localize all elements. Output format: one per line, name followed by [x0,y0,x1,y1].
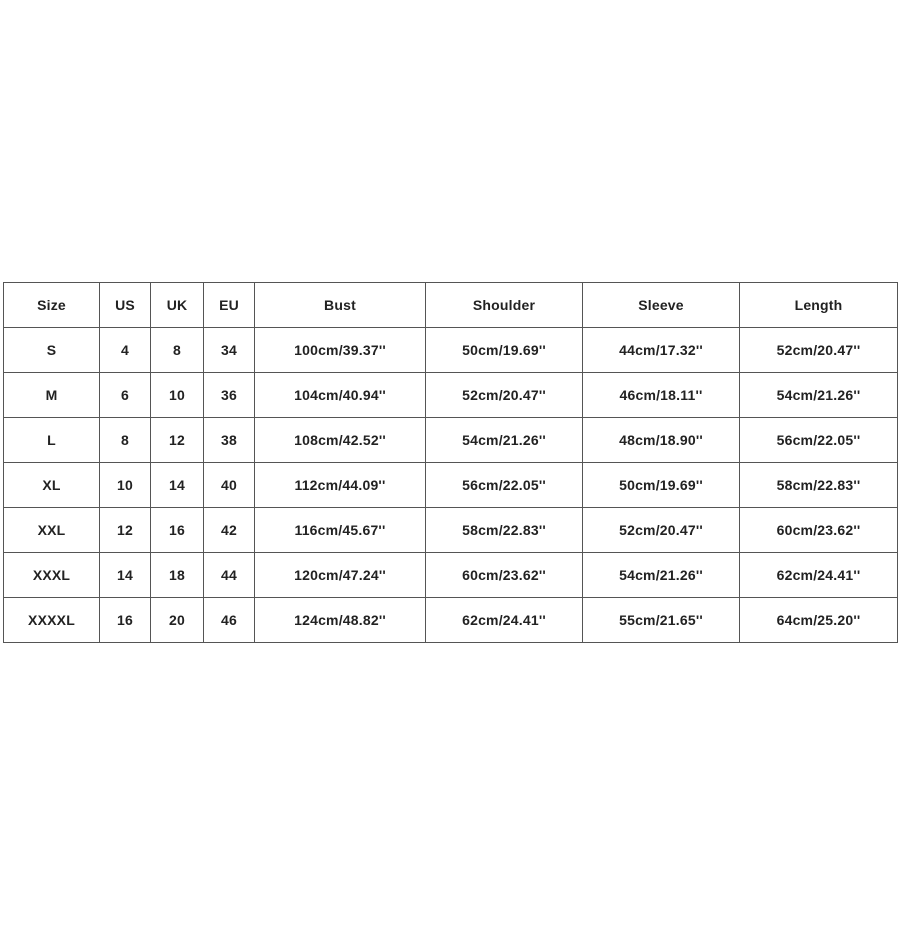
cell-us: 14 [100,553,151,598]
table-row [4,373,898,418]
cell-bust: 104cm/40.94'' [255,373,426,418]
cell-uk: 10 [151,373,204,418]
cell-sleeve: 44cm/17.32'' [583,328,740,373]
header-us: US [100,283,151,328]
header-shoulder: Shoulder [426,283,583,328]
cell-length: 58cm/22.83'' [740,463,898,508]
cell-size: XXL [4,508,100,553]
table-row [4,328,898,373]
cell-bust: 116cm/45.67'' [255,508,426,553]
table-row [4,418,898,463]
header-eu: EU [204,283,255,328]
cell-sleeve: 54cm/21.26'' [583,553,740,598]
cell-size: XXXL [4,553,100,598]
cell-eu: 46 [204,598,255,643]
header-uk: UK [151,283,204,328]
cell-sleeve: 46cm/18.11'' [583,373,740,418]
cell-eu: 42 [204,508,255,553]
table-row [4,553,898,598]
table-row [4,598,898,643]
cell-bust: 100cm/39.37'' [255,328,426,373]
cell-length: 62cm/24.41'' [740,553,898,598]
size-chart-table [3,282,898,643]
cell-shoulder: 50cm/19.69'' [426,328,583,373]
cell-eu: 34 [204,328,255,373]
table-row [4,463,898,508]
header-bust: Bust [255,283,426,328]
cell-size: XL [4,463,100,508]
header-row [4,283,898,328]
header-length: Length [740,283,898,328]
cell-length: 56cm/22.05'' [740,418,898,463]
cell-us: 4 [100,328,151,373]
cell-bust: 120cm/47.24'' [255,553,426,598]
cell-uk: 12 [151,418,204,463]
cell-length: 64cm/25.20'' [740,598,898,643]
cell-bust: 112cm/44.09'' [255,463,426,508]
cell-bust: 124cm/48.82'' [255,598,426,643]
cell-us: 6 [100,373,151,418]
cell-length: 60cm/23.62'' [740,508,898,553]
cell-shoulder: 56cm/22.05'' [426,463,583,508]
cell-eu: 44 [204,553,255,598]
cell-uk: 16 [151,508,204,553]
cell-size: S [4,328,100,373]
cell-uk: 20 [151,598,204,643]
cell-shoulder: 58cm/22.83'' [426,508,583,553]
table-row [4,508,898,553]
cell-shoulder: 54cm/21.26'' [426,418,583,463]
cell-sleeve: 52cm/20.47'' [583,508,740,553]
cell-us: 12 [100,508,151,553]
cell-length: 52cm/20.47'' [740,328,898,373]
cell-bust: 108cm/42.52'' [255,418,426,463]
cell-uk: 18 [151,553,204,598]
cell-sleeve: 55cm/21.65'' [583,598,740,643]
cell-eu: 38 [204,418,255,463]
cell-us: 8 [100,418,151,463]
cell-us: 10 [100,463,151,508]
cell-eu: 36 [204,373,255,418]
cell-eu: 40 [204,463,255,508]
cell-shoulder: 62cm/24.41'' [426,598,583,643]
table-header [4,283,898,328]
header-sleeve: Sleeve [583,283,740,328]
cell-size: L [4,418,100,463]
cell-size: XXXXL [4,598,100,643]
table-body [4,328,898,643]
cell-length: 54cm/21.26'' [740,373,898,418]
cell-size: M [4,373,100,418]
cell-uk: 14 [151,463,204,508]
cell-shoulder: 60cm/23.62'' [426,553,583,598]
cell-sleeve: 50cm/19.69'' [583,463,740,508]
header-size: Size [4,283,100,328]
cell-uk: 8 [151,328,204,373]
cell-sleeve: 48cm/18.90'' [583,418,740,463]
cell-us: 16 [100,598,151,643]
cell-shoulder: 52cm/20.47'' [426,373,583,418]
